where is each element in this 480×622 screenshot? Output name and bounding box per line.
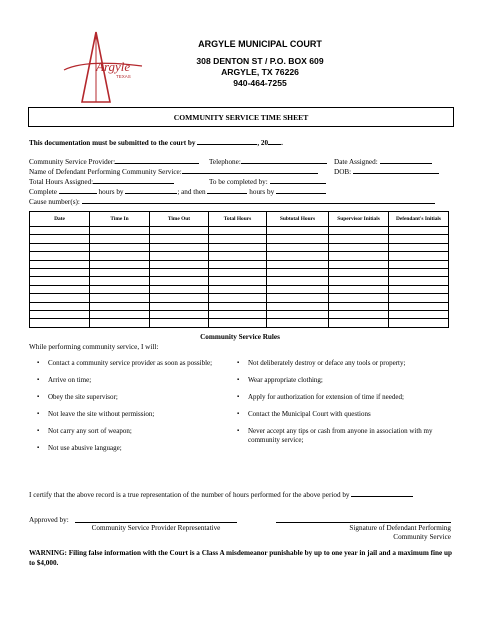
table-cell[interactable] (30, 268, 90, 276)
rules-right-list (237, 359, 457, 453)
table-cell[interactable] (150, 235, 209, 243)
table-cell[interactable] (267, 302, 329, 310)
table-cell[interactable] (30, 294, 90, 302)
bullet-icon: ▪ (37, 427, 40, 434)
warning-text: WARNING: Filing false information with the Court is a Class A misdemeanor punishable by up to one year in jail and a maximum fine up to $4,000. (29, 549, 453, 567)
table-cell[interactable] (267, 319, 329, 327)
table-cell[interactable] (389, 252, 449, 260)
time-log-header-row (30, 212, 449, 227)
table-cell[interactable] (150, 243, 209, 251)
rule-text: Not use abusive language; (48, 443, 122, 452)
table-cell[interactable] (209, 310, 267, 318)
rule-item (37, 410, 233, 419)
table-cell[interactable] (30, 310, 90, 318)
page-title: COMMUNITY SERVICE TIME SHEET (173, 113, 309, 122)
table-row (30, 260, 449, 268)
submit-date-field[interactable] (197, 137, 257, 145)
bullet-icon: ▪ (237, 376, 240, 383)
table-cell[interactable] (150, 277, 209, 285)
court-phone: 940-464-7255 (233, 78, 287, 88)
court-logo (58, 28, 148, 106)
rule-item (237, 427, 457, 444)
rule-item (37, 427, 233, 436)
table-cell[interactable] (30, 319, 90, 327)
rules-intro: While performing community service, I will: (29, 343, 159, 351)
table-cell[interactable] (90, 268, 150, 276)
table-cell[interactable] (267, 285, 329, 293)
court-city: ARGYLE, TX 76226 (221, 67, 299, 77)
table-cell[interactable] (267, 235, 329, 243)
defendant-field[interactable] (182, 166, 318, 174)
then-hours-field[interactable] (207, 186, 247, 194)
table-cell[interactable] (150, 260, 209, 268)
rule-item (237, 359, 457, 368)
table-row (30, 268, 449, 276)
submit-year-field[interactable] (268, 137, 281, 145)
bullet-icon: ▪ (237, 360, 240, 366)
rule-text: Not deliberately destroy or deface any tools or property; (248, 359, 406, 367)
time-log-body (30, 227, 449, 328)
table-row (30, 285, 449, 293)
rules-left-list (37, 359, 233, 461)
rule-text: Not carry any sort of weapon; (48, 426, 132, 435)
bullet-icon: ▪ (37, 376, 40, 383)
hours-by-label-2: hours by (249, 188, 275, 196)
table-cell[interactable] (267, 277, 329, 285)
table-cell[interactable] (30, 260, 90, 268)
rule-text: Not leave the site without permission; (48, 409, 155, 418)
provider-signature-line[interactable] (75, 522, 237, 523)
submit-mid: , 20 (257, 139, 269, 147)
table-cell[interactable] (90, 302, 150, 310)
complete-date-field[interactable] (125, 186, 177, 194)
table-cell[interactable] (389, 268, 449, 276)
dob-label: DOB: (334, 168, 352, 176)
table-cell[interactable] (209, 227, 267, 235)
defendant-signature-line[interactable] (276, 522, 451, 523)
table-cell[interactable] (389, 243, 449, 251)
provider-field[interactable] (115, 156, 199, 164)
table-cell[interactable] (267, 294, 329, 302)
then-date-field[interactable] (276, 186, 326, 194)
certify-text: I certify that the above record is a true representation of the number of hours performed for the above period by (29, 491, 350, 499)
table-cell[interactable] (90, 243, 150, 251)
provider-label: Community Service Provider: (29, 158, 116, 166)
rule-text: Obey the site supervisor; (48, 392, 118, 401)
rule-item (237, 393, 457, 402)
rule-text: Contact a community service provider as soon as possible; (48, 359, 213, 367)
table-cell[interactable] (209, 243, 267, 251)
rule-item (37, 444, 233, 453)
table-cell[interactable] (329, 319, 389, 327)
table-row (30, 252, 449, 260)
rule-item (237, 410, 457, 419)
argyle-logo-icon (58, 28, 148, 106)
bullet-icon: ▪ (37, 444, 40, 451)
table-cell[interactable] (90, 260, 150, 268)
date-assigned-label: Date Assigned: (334, 158, 378, 166)
table-cell[interactable] (30, 302, 90, 310)
table-cell[interactable] (30, 235, 90, 243)
logo-sub: TEXAS (116, 74, 131, 79)
telephone-label: Telephone: (209, 158, 241, 166)
title-box (28, 107, 454, 127)
table-cell[interactable] (267, 243, 329, 251)
completed-by-field[interactable] (270, 176, 326, 184)
col-time-out: Time Out (150, 212, 209, 227)
rule-item (37, 393, 233, 402)
col-time-in: Time In (90, 212, 150, 227)
table-cell[interactable] (389, 260, 449, 268)
rule-item (37, 376, 233, 385)
bullet-icon: ▪ (237, 393, 240, 400)
table-cell[interactable] (329, 310, 389, 318)
table-cell[interactable] (30, 252, 90, 260)
court-address: 308 DENTON ST / P.O. BOX 609 (196, 56, 324, 66)
table-row (30, 319, 449, 327)
table-cell[interactable] (209, 294, 267, 302)
table-cell[interactable] (329, 268, 389, 276)
table-cell[interactable] (150, 294, 209, 302)
table-cell[interactable] (209, 252, 267, 260)
table-cell[interactable] (267, 310, 329, 318)
bullet-icon: ▪ (37, 410, 40, 417)
hours-by-label: hours by (98, 188, 124, 196)
rule-text: Contact the Municipal Court with questions (248, 409, 371, 418)
table-cell[interactable] (90, 319, 150, 327)
table-cell[interactable] (389, 302, 449, 310)
date-assigned-field[interactable] (380, 156, 432, 164)
table-cell[interactable] (30, 243, 90, 251)
telephone-field[interactable] (241, 156, 327, 164)
table-cell[interactable] (150, 310, 209, 318)
table-cell[interactable] (209, 268, 267, 276)
certify-name-field[interactable] (351, 489, 413, 497)
table-cell[interactable] (389, 285, 449, 293)
table-cell[interactable] (90, 252, 150, 260)
completed-by-label: To be completed by: (209, 178, 268, 186)
rule-text: Never accept any tips or cash from anyone in association with my community service; (248, 426, 433, 444)
table-cell[interactable] (209, 319, 267, 327)
table-cell[interactable] (150, 319, 209, 327)
table-row (30, 277, 449, 285)
table-cell[interactable] (90, 294, 150, 302)
time-log-table (29, 211, 449, 328)
cause-label: Cause number(s): (29, 198, 80, 206)
table-cell[interactable] (30, 227, 90, 235)
table-cell[interactable] (209, 302, 267, 310)
table-cell[interactable] (329, 260, 389, 268)
table-cell[interactable] (90, 310, 150, 318)
bullet-icon: ▪ (37, 360, 40, 366)
certify-line (29, 489, 413, 500)
table-cell[interactable] (90, 227, 150, 235)
bullet-icon: ▪ (37, 393, 40, 400)
table-cell[interactable] (30, 277, 90, 285)
table-cell[interactable] (389, 319, 449, 327)
col-defendant-initials: Defendant's Initials (389, 212, 449, 227)
table-row (30, 227, 449, 235)
defendant-signature-caption-1: Signature of Defendant Performing (349, 524, 451, 532)
table-cell[interactable] (150, 252, 209, 260)
col-date: Date (30, 212, 90, 227)
dob-field[interactable] (353, 166, 439, 174)
and-then-label: ; and then (177, 188, 206, 196)
table-cell[interactable] (389, 277, 449, 285)
approved-label: Approved by: (29, 516, 69, 524)
table-cell[interactable] (209, 277, 267, 285)
rule-text: Apply for authorization for extension of time if needed; (248, 392, 404, 401)
submit-line (29, 137, 283, 148)
table-cell[interactable] (329, 252, 389, 260)
complete-hours-field[interactable] (59, 186, 97, 194)
col-total-hours: Total Hours (209, 212, 267, 227)
rule-text: Arrive on time; (48, 375, 92, 384)
table-cell[interactable] (90, 277, 150, 285)
table-cell[interactable] (90, 235, 150, 243)
table-cell[interactable] (389, 294, 449, 302)
table-cell[interactable] (150, 268, 209, 276)
table-row (30, 302, 449, 310)
logo-word: Argyle (96, 59, 131, 74)
table-cell[interactable] (30, 285, 90, 293)
table-row (30, 235, 449, 243)
table-cell[interactable] (329, 243, 389, 251)
table-cell[interactable] (209, 285, 267, 293)
total-hours-field[interactable] (93, 176, 174, 184)
table-cell[interactable] (329, 294, 389, 302)
rule-item (37, 359, 233, 368)
table-cell[interactable] (150, 227, 209, 235)
bullet-icon: ▪ (237, 427, 240, 434)
table-cell[interactable] (90, 285, 150, 293)
table-cell[interactable] (389, 227, 449, 235)
table-cell[interactable] (267, 252, 329, 260)
submit-prefix: This documentation must be submitted to the court by (29, 139, 196, 147)
court-name: ARGYLE MUNICIPAL COURT (198, 39, 322, 49)
table-cell[interactable] (329, 285, 389, 293)
table-cell[interactable] (267, 227, 329, 235)
complete-label: Complete (29, 188, 57, 196)
total-hours-label: Total Hours Assigned: (29, 178, 94, 186)
table-cell[interactable] (150, 285, 209, 293)
table-cell[interactable] (209, 260, 267, 268)
defendant-label: Name of Defendant Performing Community Service: (29, 168, 182, 176)
table-cell[interactable] (150, 302, 209, 310)
bullet-icon: ▪ (237, 410, 240, 417)
rule-item (237, 376, 457, 385)
cause-field[interactable] (82, 196, 435, 204)
rules-heading: Community Service Rules (200, 333, 280, 341)
table-cell[interactable] (329, 235, 389, 243)
table-cell[interactable] (389, 235, 449, 243)
table-row (30, 310, 449, 318)
table-cell[interactable] (329, 277, 389, 285)
table-row (30, 294, 449, 302)
table-cell[interactable] (267, 260, 329, 268)
defendant-signature-caption-2: Community Service (393, 533, 451, 541)
provider-signature-caption: Community Service Provider Representative (91, 524, 221, 532)
table-cell[interactable] (209, 235, 267, 243)
col-subtotal-hours: Subtotal Hours (267, 212, 329, 227)
table-cell[interactable] (267, 268, 329, 276)
rule-text: Wear appropriate clothing; (248, 375, 323, 384)
table-cell[interactable] (389, 310, 449, 318)
table-row (30, 243, 449, 251)
table-cell[interactable] (329, 227, 389, 235)
submit-end: . (281, 139, 283, 147)
col-supervisor-initials: Supervisor Initials (329, 212, 389, 227)
table-cell[interactable] (329, 302, 389, 310)
